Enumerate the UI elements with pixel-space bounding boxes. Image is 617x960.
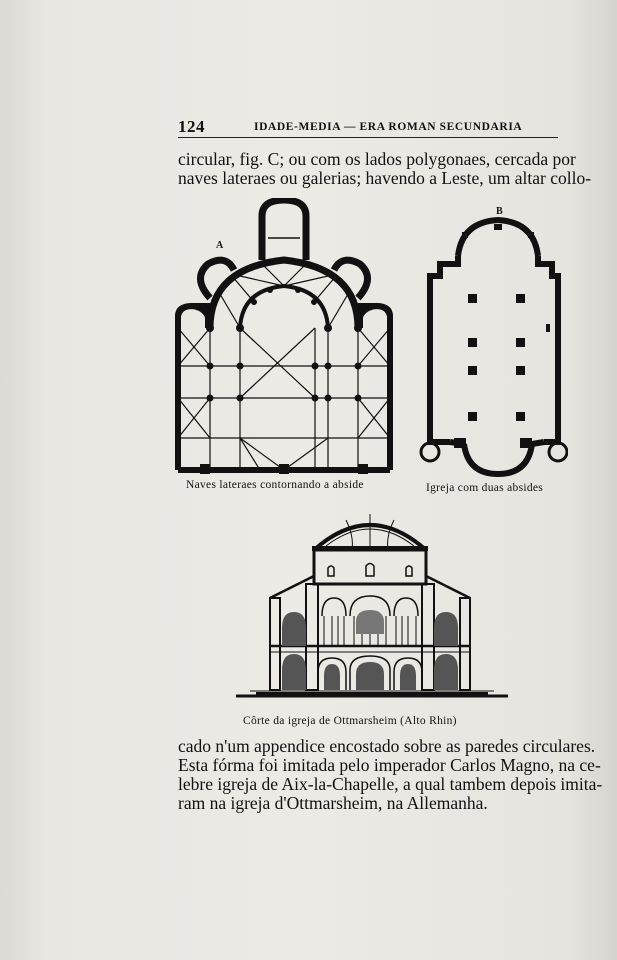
figure-c-section xyxy=(236,506,508,706)
figure-b-caption: Igreja com duas absides xyxy=(426,482,544,494)
page-number: 124 xyxy=(178,117,205,136)
text-line: lebre igreja de Aix-la-Chapelle, a qual tambem depois imita- xyxy=(178,774,603,794)
figure-a-floor-plan xyxy=(170,198,398,478)
running-head xyxy=(178,117,558,138)
text-line: circular, fig. C; ou com os lados polygonaes, cercada por xyxy=(178,149,576,169)
text-line: Esta fórma foi imitada pelo imperador Carlos Magno, na ce- xyxy=(178,755,601,775)
text-line: ram na igreja d'Ottmarsheim, na Allemanha. xyxy=(178,793,488,813)
figure-b-floor-plan xyxy=(418,216,568,480)
figure-b-letter: B xyxy=(496,206,503,217)
figure-c-caption: Côrte da igreja de Ottmarsheim (Alto Rhin) xyxy=(243,715,457,727)
running-title: IDADE-MEDIA — ERA ROMAN SECUNDARIA xyxy=(254,121,523,133)
top-paragraph xyxy=(178,149,592,188)
figure-a-letter: A xyxy=(216,240,224,251)
text-line: naves lateraes ou galerias; havendo a Leste, um altar collo- xyxy=(178,168,592,188)
figure-a-caption: Naves lateraes contornando a abside xyxy=(186,479,364,491)
text-line: cado n'um appendice encostado sobre as paredes circulares. xyxy=(178,736,596,756)
bottom-paragraph xyxy=(178,736,603,813)
